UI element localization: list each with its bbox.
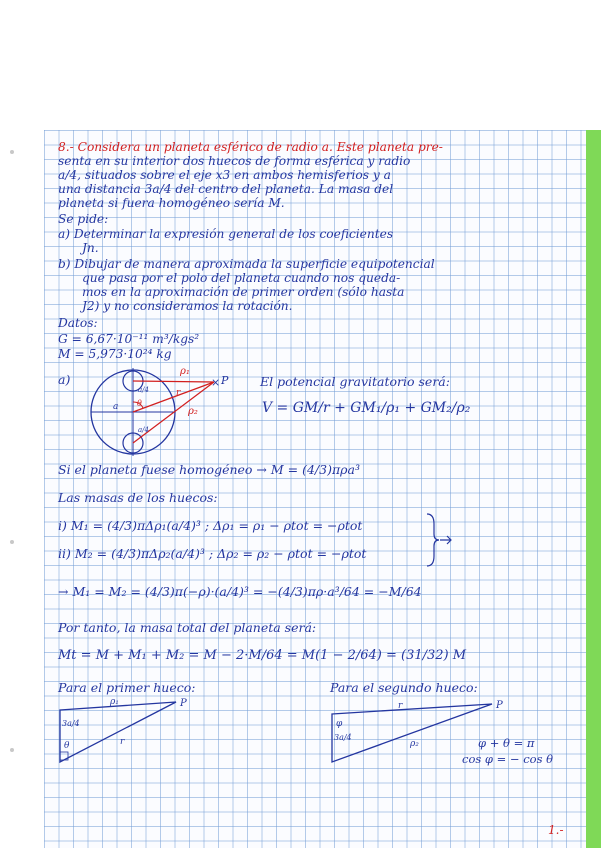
theta-label: θ	[64, 741, 70, 751]
total-mass-equation: Mt = M + M₁ + M₂ = M − 2·M/64 = M(1 − 2/64) = (31/32) M	[58, 648, 467, 663]
point-P-label: P	[180, 698, 187, 709]
problem-line: b) Dibujar de manera aproximada la superficie equipotencial	[58, 257, 435, 271]
problem-line: J2) y no consideramos la rotación.	[82, 299, 293, 313]
right-brace-arrow	[424, 512, 454, 568]
angle-relation-2: cos φ = − cos θ	[462, 752, 554, 766]
hole1-mass-equation: i) M₁ = (4/3)πΔρ₁(a/4)³ ; Δρ₁ = ρ₁ − ρtot = −ρtot	[58, 518, 363, 533]
hole-radius-label: a/4	[138, 426, 149, 434]
potential-text: El potencial gravitatorio será:	[260, 374, 450, 389]
page-edge-bar	[586, 130, 601, 848]
second-hole-text: Para el segundo hueco:	[330, 680, 478, 695]
homogeneous-mass-equation: Si el planeta fuese homogéneo → M = (4/3)πρa³	[58, 462, 360, 477]
phi-label: φ	[336, 719, 343, 729]
planet-figure	[88, 362, 258, 462]
page-number: 1.-	[548, 823, 564, 837]
problem-line: a/4, situados sobre el eje x3 en ambos hemisferios y a	[58, 168, 391, 182]
problem-line: que pasa por el polo del planeta cuando nos queda-	[82, 271, 401, 285]
rho2-label: ρ₂	[410, 739, 419, 749]
rho1-label: ρ₁	[180, 366, 190, 377]
problem-line: senta en su interior dos huecos de forma esférica y radio	[58, 154, 411, 168]
total-mass-text: Por tanto, la masa total del planeta será:	[58, 620, 317, 635]
problem-line: M = 5,973·10²⁴ kg	[58, 347, 172, 361]
distance-label: 3a/4	[62, 719, 80, 728]
binder-hole	[10, 540, 14, 544]
problem-line: 8.- Considera un planeta esférico de radio a. Este planeta pre-	[58, 140, 443, 154]
holes-mass-text: Las masas de los huecos:	[58, 490, 218, 505]
r-label: r	[176, 388, 181, 398]
distance-label: 3a/4	[334, 733, 352, 742]
point-P-label: P	[496, 700, 503, 711]
point-P-label: P	[221, 374, 229, 387]
svg-text:×: ×	[211, 376, 221, 389]
rho2-label: ρ₂	[188, 406, 198, 417]
problem-line: una distancia 3a/4 del centro del planeta. La masa del	[58, 182, 394, 196]
first-hole-triangle	[56, 696, 196, 766]
potential-equation: V = GM/r + GM₁/ρ₁ + GM₂/ρ₂	[262, 400, 471, 416]
problem-line: Datos:	[58, 316, 98, 330]
problem-line: a) Determinar la expresión general de los coeficientes	[58, 227, 394, 241]
rho1-label: ρ₁	[110, 697, 119, 707]
hole2-mass-equation: ii) M₂ = (4/3)πΔρ₂(a/4)³ ; Δρ₂ = ρ₂ − ρtot = −ρtot	[58, 546, 367, 561]
hole-masses-result: → M₁ = M₂ = (4/3)π(−ρ)·(a/4)³ = −(4/3)πρ·a³/64 = −M/64	[58, 584, 422, 599]
problem-line: Jn.	[82, 241, 99, 255]
binder-hole	[10, 150, 14, 154]
problem-line: Se pide:	[58, 212, 109, 226]
part-label: a)	[58, 372, 71, 387]
binder-hole	[10, 748, 14, 752]
hole-radius-label: a/4	[138, 386, 149, 394]
problem-line: G = 6,67·10⁻¹¹ m³/kgs²	[58, 332, 200, 346]
problem-line: mos en la aproximación de primer orden (sólo hasta	[82, 285, 405, 299]
problem-line: planeta si fuera homogéneo sería M.	[58, 196, 285, 210]
r-label: r	[120, 737, 125, 747]
r-label: r	[398, 701, 403, 711]
radius-a-label: a	[113, 402, 119, 412]
angle-relation-1: φ + θ = π	[478, 736, 535, 750]
theta-label: θ	[137, 399, 142, 408]
first-hole-text: Para el primer hueco:	[58, 680, 196, 695]
